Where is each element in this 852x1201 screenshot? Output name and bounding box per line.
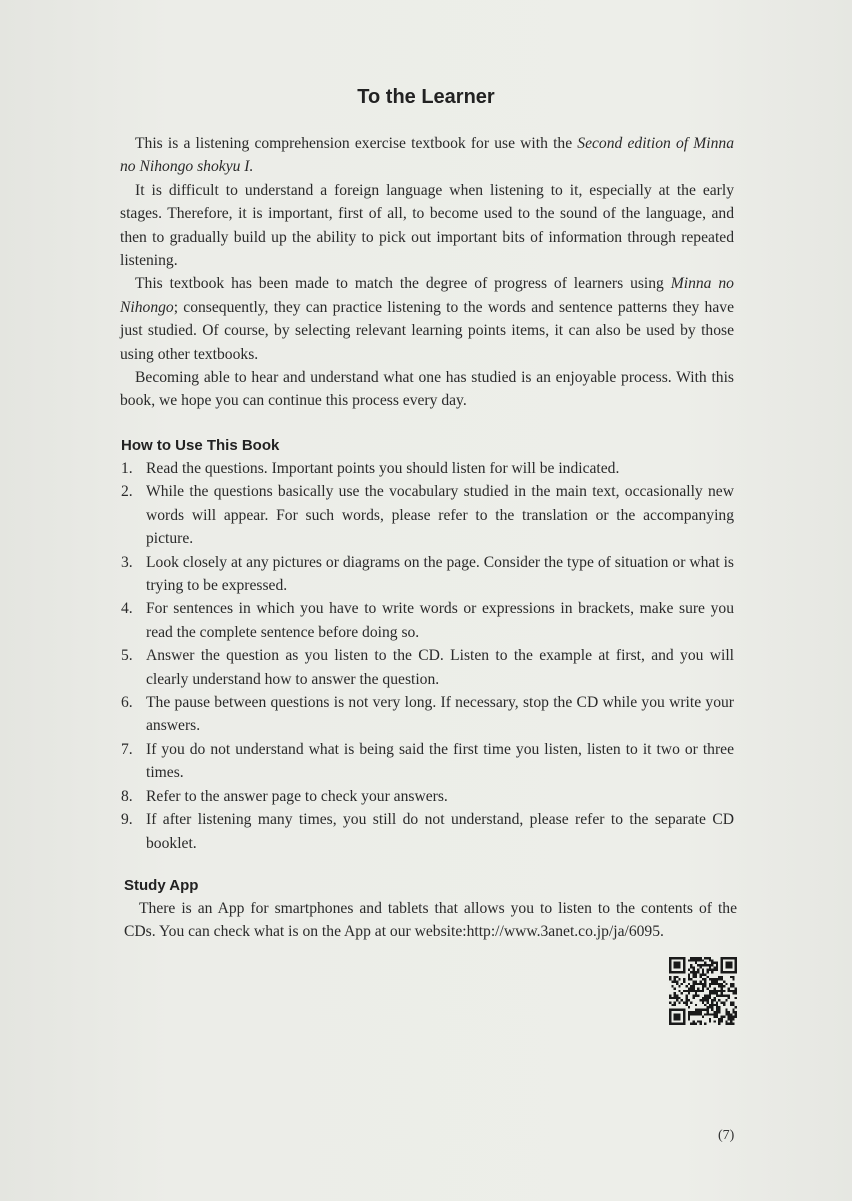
list-item-text: Read the questions. Important points you should listen for will be indicated.	[146, 460, 620, 477]
list-item	[120, 691, 734, 738]
list-item	[120, 457, 734, 480]
intro-paragraph-2: It is difficult to understand a foreign language when listening to it, especially at the early stages. Therefore, it is important, first of all, to become used to the sound of the language, and then to gradually build up the ability to pick out important bits of information through repeated listening.	[120, 181, 734, 270]
list-item-text: Refer to the answer page to check your answers.	[146, 787, 448, 805]
intro-paragraph-3	[120, 272, 734, 366]
intro-p3-text-c: ; consequently, they can practice listening to the words and sentence patterns they have just studied. Of course, by selecting relevant learning points items, it can also be used by those using other textbooks.	[120, 298, 734, 363]
book-title-italic: Second edition of Minna no Nihongo shokyu I.	[120, 135, 734, 176]
list-item-text: Look closely at any pictures or diagrams on the page. Consider the type of situation or what is trying to be expressed.	[146, 553, 734, 595]
study-app-heading: Study App	[124, 877, 199, 894]
list-item-text: The pause between questions is not very long. If necessary, stop the CD while you write your answers.	[146, 694, 734, 735]
list-item-number: 8.	[121, 787, 133, 805]
page-title: To the Learner	[357, 86, 495, 108]
list-item-text: For sentences in which you have to write words or expressions in brackets, make sure you read the complete sentence before doing so.	[146, 600, 734, 641]
list-item-text: If you do not understand what is being said the first time you listen, listen to it two or three times.	[146, 740, 734, 782]
list-item-number: 6.	[121, 694, 133, 712]
page-number: (7)	[718, 1128, 735, 1143]
list-item-number: 4.	[121, 600, 133, 618]
list-item-number: 9.	[121, 811, 133, 829]
qr-code-icon[interactable]	[669, 957, 737, 1025]
list-item-number: 1.	[121, 460, 133, 477]
list-item-number: 2.	[121, 483, 133, 501]
list-item	[120, 738, 734, 785]
intro-paragraph-1	[120, 132, 734, 179]
how-to-use-list	[120, 457, 734, 855]
list-item	[120, 644, 734, 691]
list-item	[120, 785, 734, 808]
intro-section	[120, 132, 734, 413]
how-to-use-heading: How to Use This Book	[121, 437, 280, 454]
list-item-text: While the questions basically use the vocabulary studied in the main text, occasionally new words will appear. For such words, please refer to the translation or the accompanying picture.	[146, 483, 734, 548]
list-item	[120, 808, 734, 855]
study-app-text: There is an App for smartphones and tablets that allows you to listen to the contents of the CDs. You can check what is on the App at our website:http://www.3anet.co.jp/ja/6095.	[124, 900, 737, 941]
list-item	[120, 597, 734, 644]
list-item	[120, 480, 734, 550]
book-name-italic: Minna no Nihongo	[120, 275, 734, 316]
list-item-number: 7.	[121, 740, 133, 758]
intro-p1-text: This is a listening comprehension exercise textbook for use with the	[135, 135, 578, 152]
list-item-text: If after listening many times, you still do not understand, please refer to the separate CD booklet.	[146, 811, 734, 852]
list-item	[120, 551, 734, 598]
list-item-number: 5.	[121, 647, 133, 665]
list-item-number: 3.	[121, 553, 133, 571]
intro-p3-text-a: This textbook has been made to match the degree of progress of learners using	[135, 275, 671, 293]
intro-paragraph-4: Becoming able to hear and understand what one has studied is an enjoyable process. With this book, we hope you can continue this process every day.	[120, 369, 734, 410]
list-item-text: Answer the question as you listen to the CD. Listen to the example at first, and you will clearly understand how to answer the question.	[146, 647, 734, 688]
